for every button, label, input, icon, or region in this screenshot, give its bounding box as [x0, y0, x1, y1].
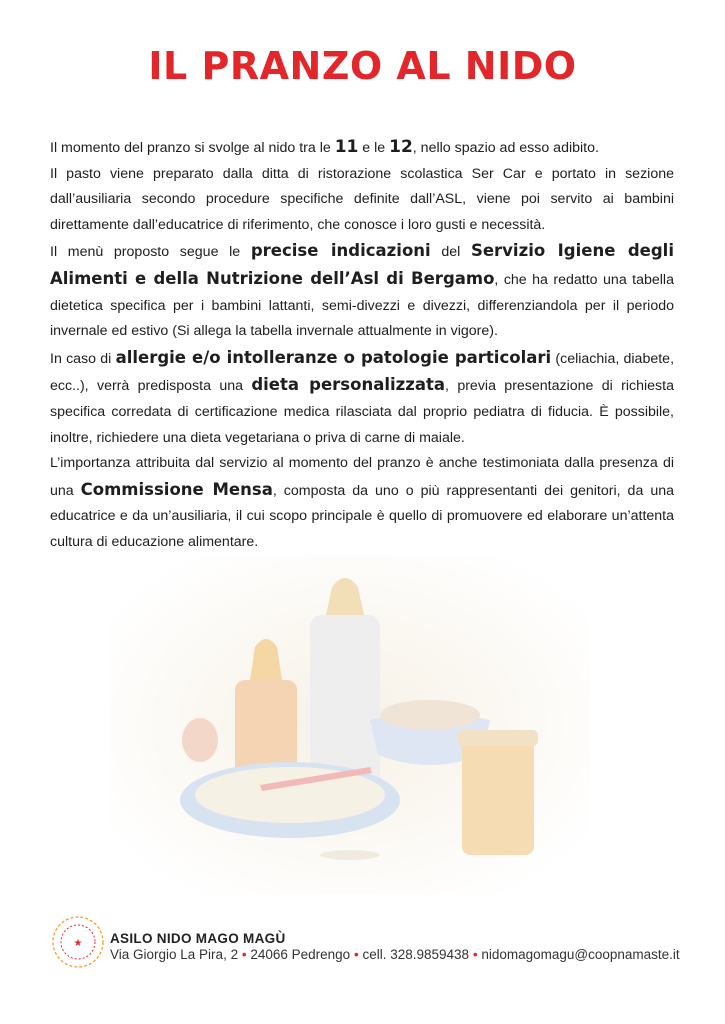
text-run: , nello spazio ad esso adibito.	[412, 140, 599, 156]
address: Via Giorgio La Pira, 2	[110, 947, 239, 962]
text-run: Il menù proposto segue le	[50, 244, 251, 261]
text-run: L’importanza attribuita dal servizio al momento del pranzo è anche testimoniata dalla presenza di una	[50, 455, 674, 499]
city: 24066 Pedrengo	[250, 947, 351, 962]
body-text	[50, 135, 674, 556]
text-run: Il momento del pranzo si svolge al nido tra le	[50, 140, 335, 156]
text-run: e le	[358, 140, 390, 156]
cereal-flakes	[320, 850, 380, 860]
separator-dot: •	[353, 947, 359, 962]
paragraph-time	[50, 135, 674, 162]
baby-food-photo	[110, 555, 590, 895]
time-start: 11	[334, 137, 359, 157]
paragraph-meal-prep: Il pasto viene preparato dalla ditta di ristorazione scolastica Ser Car e portato in sezione dall’ausiliaria secondo procedure specifiche definite dall’ASL, viene poi servito ai bambini direttamente dall’educatrice di riferimento, che conosce i loro gusti e necessità.	[50, 165, 674, 233]
text-run: (celiachia, diabete, ecc..), verrà predisposta una	[50, 350, 675, 395]
pear	[182, 718, 218, 762]
email-link[interactable]: nidomagomagu@coopnamaste.it	[481, 947, 680, 962]
contact-line	[110, 947, 680, 962]
phone: cell. 328.9859438	[362, 947, 470, 962]
emphasis-allergies: allergie e/o intolleranze o patologie particolari	[115, 347, 552, 367]
text-run: , che ha redatto una tabella dietetica specifica per i bambini lattanti, semi-divezzi e divezzi, differenziandola per il periodo invernale ed estivo (Si allega la tabella invernale attualmente in vigore).	[50, 271, 674, 340]
time-end: 12	[389, 137, 413, 157]
footer	[48, 912, 688, 987]
text-run: del	[430, 244, 471, 261]
paragraph-menu	[50, 238, 674, 344]
porridge-bowl	[180, 762, 400, 838]
page-title: IL PRANZO AL NIDO	[148, 44, 577, 88]
paragraph-commission	[50, 451, 674, 555]
text-run: In caso di	[50, 350, 116, 367]
emphasis-precise-indications: precise indicazioni	[250, 241, 431, 261]
separator-dot: •	[241, 947, 247, 962]
svg-text:★: ★	[73, 938, 83, 949]
emphasis-personal-diet: dieta personalizzata	[251, 375, 446, 395]
paragraph-allergies	[50, 345, 674, 451]
emphasis-commission: Commissione Mensa	[80, 479, 273, 499]
text-run: , composta da uno o più rappresentanti dei genitori, da una educatrice e da un’ausiliaria, il cui scopo principale è quello di promuovere ed elaborare un’attenta cultura di educazione alimentare.	[50, 482, 674, 550]
separator-dot: •	[472, 947, 478, 962]
jar	[458, 730, 538, 855]
coop-logo	[48, 912, 108, 972]
text-run: , previa presentazione di richiesta specifica corredata di certificazione medica rilasciata dal proprio pediatra di fiducia. È possibile, inoltre, richiedere una dieta vegetariana o priva di carne di maiale.	[50, 378, 674, 446]
org-name: ASILO NIDO MAGO MAGÙ	[110, 931, 286, 946]
emphasis-health-service: Servizio Igiene degli Alimenti e della Nutrizione dell’Asl di Bergamo	[50, 241, 674, 288]
